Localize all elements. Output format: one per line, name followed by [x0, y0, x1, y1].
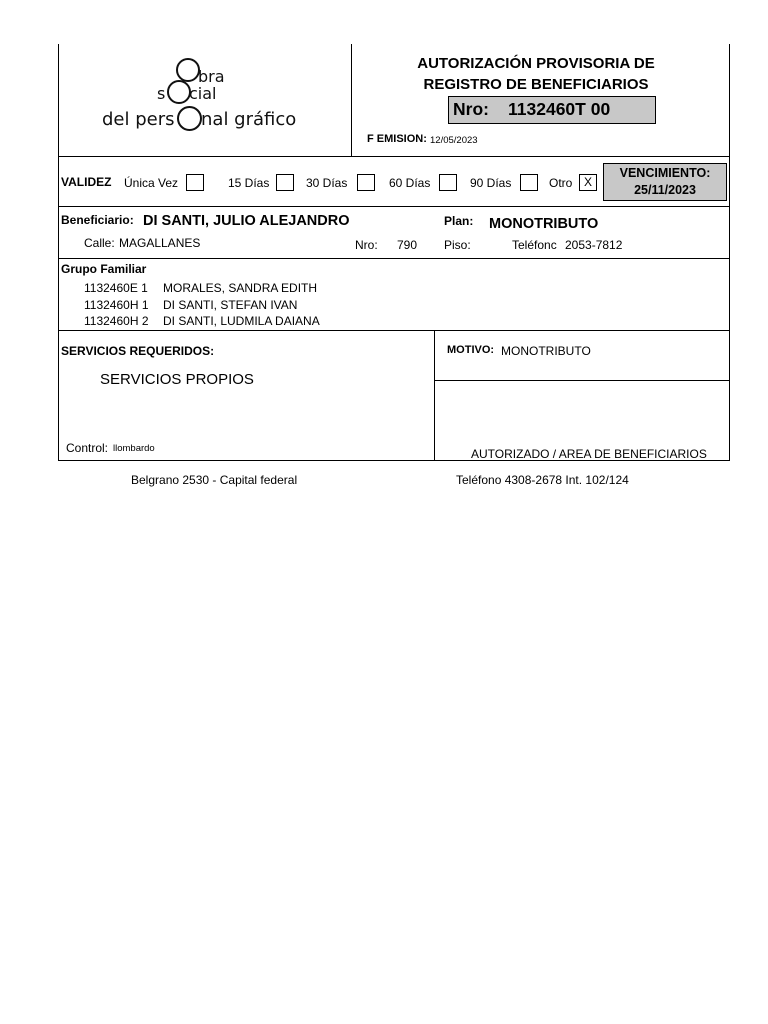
autorizado-label: AUTORIZADO / AREA DE BENEFICIARIOS	[471, 447, 707, 461]
logo-o-1	[176, 58, 200, 82]
grupo-member-code: 1132460H 2	[84, 314, 149, 328]
logo-o-2	[167, 80, 191, 104]
validez-checkbox-90[interactable]	[520, 174, 538, 191]
motivo-divider-line	[434, 380, 730, 381]
vencimiento-value: 25/11/2023	[634, 183, 696, 197]
nro-domicilio-value: 790	[397, 238, 418, 252]
logo-line3-right: nal gráfico	[201, 109, 297, 130]
plan-value: MONOTRIBUTO	[489, 216, 599, 232]
validez-checkbox-60[interactable]	[439, 174, 457, 191]
nro-domicilio-label: Nro:	[355, 238, 378, 252]
validez-checkbox-15[interactable]	[276, 174, 294, 191]
servicios-divider-vertical	[434, 330, 435, 460]
validez-option-90: 90 Días	[470, 176, 512, 190]
nro-box	[448, 96, 656, 124]
servicios-value: SERVICIOS PROPIOS	[100, 371, 254, 388]
grupo-member-name: MORALES, SANDRA EDITH	[163, 281, 318, 295]
logo-o-3	[177, 106, 202, 131]
plan-label: Plan:	[444, 214, 474, 228]
nro-label: Nro:	[453, 99, 489, 119]
validez-option-unica: Única Vez	[124, 176, 179, 190]
telefono-value: 2053-7812	[565, 238, 623, 252]
footer-address: Belgrano 2530 - Capital federal	[131, 473, 298, 487]
telefono-label: Teléfonc	[512, 238, 557, 252]
validez-checkbox-otro[interactable]: X	[579, 174, 597, 191]
validez-option-30: 30 Días	[306, 176, 348, 190]
validez-option-60: 60 Días	[389, 176, 431, 190]
nro-value: 1132460T 00	[508, 99, 611, 119]
validez-option-15: 15 Días	[228, 176, 270, 190]
emision-value: 12/05/2023	[430, 135, 478, 146]
piso-label: Piso:	[444, 238, 471, 252]
doc-title-line2: REGISTRO DE BENEFICIARIOS	[423, 76, 649, 93]
grupo-label: Grupo Familiar	[61, 262, 147, 276]
servicios-label: SERVICIOS REQUERIDOS:	[61, 344, 215, 358]
grupo-member-name: DI SANTI, STEFAN IVAN	[163, 298, 298, 312]
logo-line1: bra	[198, 67, 225, 86]
validez-checkbox-30[interactable]	[357, 174, 375, 191]
logo-line2-right: cial	[189, 84, 217, 103]
calle-label: Calle:	[84, 236, 115, 250]
motivo-label: MOTIVO:	[447, 344, 495, 356]
grupo-member-code: 1132460E 1	[84, 281, 148, 295]
calle-value: MAGALLANES	[119, 236, 201, 250]
motivo-value: MONOTRIBUTO	[501, 344, 591, 358]
vencimiento-label: VENCIMIENTO:	[619, 166, 711, 180]
logo	[95, 55, 315, 145]
grupo-bottom-line	[58, 330, 730, 331]
frame-right	[729, 44, 730, 460]
footer-phone: Teléfono 4308-2678 Int. 102/124	[456, 473, 629, 487]
header-bottom-line	[58, 156, 730, 157]
logo-line3-left: del pers	[102, 109, 175, 130]
frame-left	[58, 44, 59, 460]
validez-bottom-line	[58, 206, 730, 207]
grupo-member-name: DI SANTI, LUDMILA DAIANA	[163, 314, 320, 328]
beneficiario-bottom-line	[58, 258, 730, 259]
control-value: llombardo	[113, 443, 155, 454]
validez-option-otro: Otro	[549, 176, 573, 190]
validez-checkbox-unica[interactable]	[186, 174, 204, 191]
vencimiento-box	[603, 163, 727, 201]
beneficiario-name: DI SANTI, JULIO ALEJANDRO	[143, 213, 350, 229]
control-label: Control:	[66, 441, 109, 455]
validez-label: VALIDEZ	[61, 175, 112, 189]
grupo-member-code: 1132460H 1	[84, 298, 149, 312]
logo-line2-left: s	[157, 84, 166, 103]
beneficiario-label: Beneficiario:	[61, 213, 134, 227]
emision-label: F EMISION:	[367, 133, 427, 145]
doc-title-line1: AUTORIZACIÓN PROVISORIA DE	[417, 55, 655, 72]
